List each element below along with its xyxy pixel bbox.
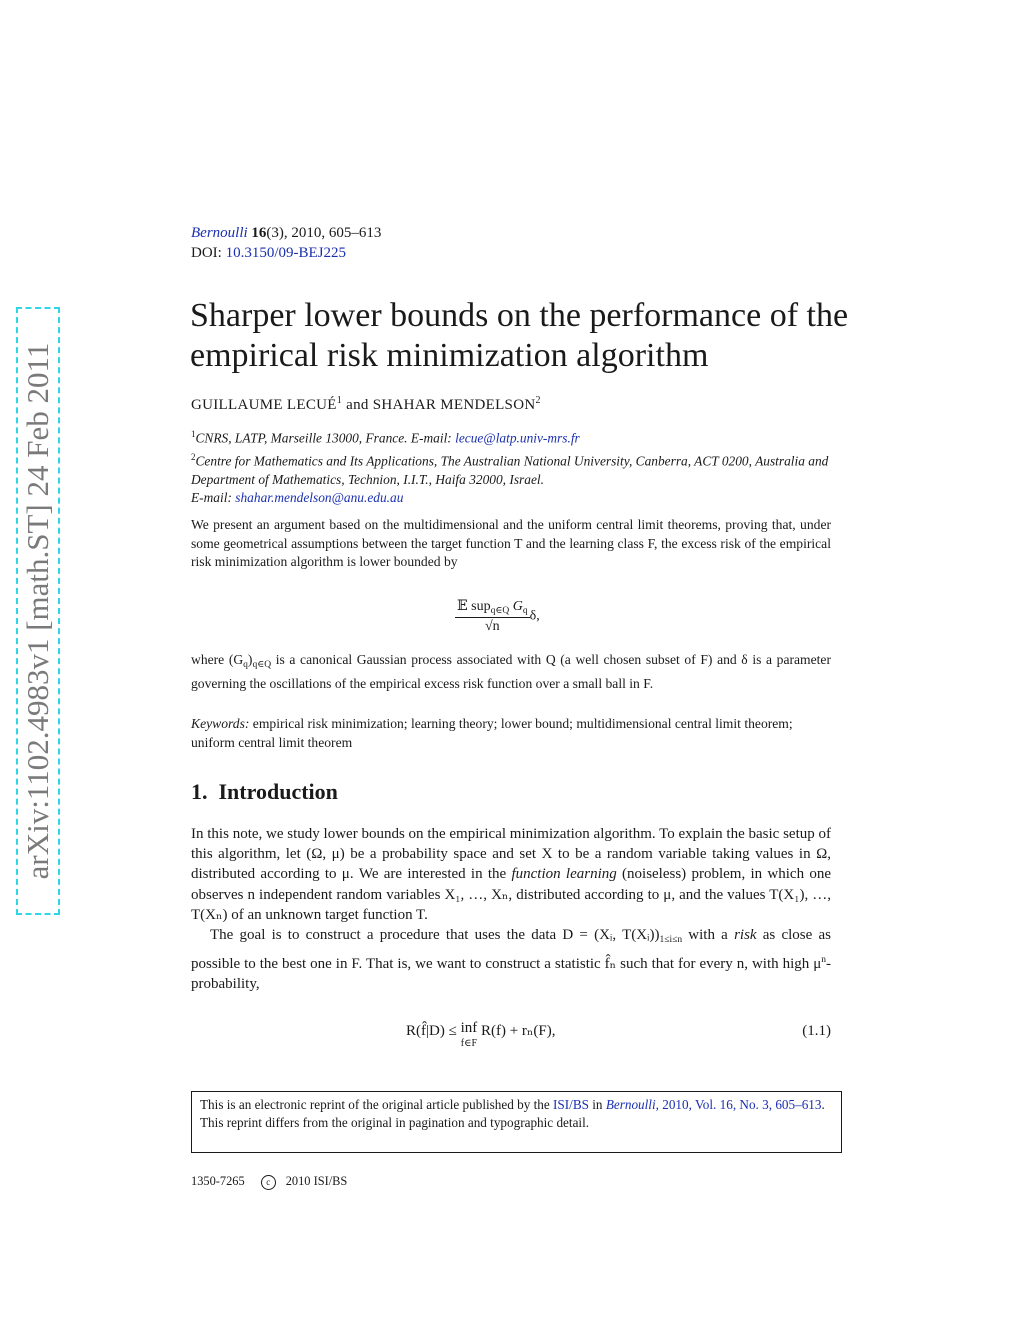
author-1-mark: 1 [336,395,343,406]
affiliation-1 [191,425,831,448]
formula-tail: δ, [529,608,540,624]
abstract-paragraph-1: We present an argument based on the multidimensional and the uniform central limit theorems, proving that, under some geometrical assumptions between the target function T and the learning class F, the excess risk of the empirical risk minimization algorithm is lower bounded by [191,517,831,569]
journal-issue: (3), 2010, 605–613 [266,225,382,241]
author-1: GUILLAUME LECUÉ [191,397,337,413]
keywords-label: Keywords: [191,716,250,731]
affiliation-2-mark: 2 [191,451,196,462]
keywords [191,715,831,752]
affiliation-2-email-label: E-mail: [191,490,236,506]
author-2: SHAHAR MENDELSON [372,397,536,413]
copyright-icon: c [261,1175,276,1190]
email-link-lecue[interactable]: lecue@latp.univ-mrs.fr [455,430,580,446]
arxiv-stamp [16,307,60,915]
paper-title: Sharper lower bounds on the performance of the empirical risk minimization algorithm [190,297,849,374]
abstract-formula [455,598,540,635]
intro-paragraph-1: In this note, we study lower bounds on the empirical minimization algorithm. To explain the basic setup of this algorithm, let (Ω, μ) be a probability space and set X to be a random variable taking values in Ω, distributed according to μ. We are interested in the function learning (noiseless) problem, in which one observes n independent random variables X₁, …, Xₙ, distributed according to μ, and the values T(X₁), …, T(Xₙ) of an unknown target function T. [191,826,832,923]
section-number: 1. [191,779,208,804]
section-heading-introduction [191,779,338,805]
doi-line [191,243,381,263]
abstract-continued: where $(G_q)_{q\in Q}$ is a canonical Gaussian process associated with Q (a well chosen subset of F) and δ is a parameter governing the oscillations of the empirical excess risk function over a small ball in F. [191,652,831,691]
keywords-text: empirical risk minimization; learning theory; lower bound; multidimensional central limit theorem; uniform central limit theorem [191,716,793,750]
affiliation-2-text: Centre for Mathematics and Its Applications, The Australian National University, Canberra, ACT 0200, Australia and Department of Mathematics, Technion, I.I.T., Haifa 32000, Israel. [191,453,829,487]
journal-name-link[interactable]: Bernoulli [191,225,248,241]
copyright-holder: 2010 ISI/BS [285,1174,348,1188]
isi-bs-link[interactable]: ISI/BS [553,1097,589,1112]
email-link-mendelson[interactable]: shahar.mendelson@anu.edu.au [235,490,404,506]
abstract [191,516,831,572]
introduction-body [191,824,831,995]
bernoulli-link[interactable]: Bernoulli, [605,1097,659,1112]
journal-volume: 16 [251,225,267,241]
formula-fraction [455,598,530,635]
author-2-mark: 2 [535,395,541,406]
affiliations [191,425,831,508]
intro-paragraph-2: The goal is to construct a procedure that uses the data D = (Xᵢ, $T(Xᵢ))_{1\le i\le n}$ with a risk as close as possible to the best one in F. That is, we want to construct a statistic f̂ₙ such that for every n, with high $\mu^n$-probability, [191,927,832,993]
author-conjunction: and [346,397,369,413]
affiliation-1-mark: 1 [191,429,196,439]
equation-number: (1.1) [802,1023,831,1039]
doi-label: DOI: [191,245,222,261]
reprint-notice: This is an electronic reprint of the original article published by the ISI/BS in Bernoulli, 2010, Vol. 16, No. 3, 605–613. This reprint differs from the original in pagination and typographic detail. [191,1091,842,1153]
issn: 1350-7265 [191,1174,245,1188]
section-title: Introduction [218,779,338,804]
journal-info [191,223,381,263]
formula-numerator: 𝔼 sup$_{q\in Q}$ $G_q$ [457,599,528,616]
formula-denominator: √n [484,619,500,634]
footer [191,1174,347,1190]
affiliation-2 [191,448,831,508]
affiliation-1-text: CNRS, LATP, Marseille 13000, France. E-mail: [195,430,456,446]
arxiv-identifier: arXiv:1102.4983v1 [math.ST] 24 Feb 2011 [20,342,55,880]
author-line [191,395,541,414]
doi-link[interactable]: 10.3150/09-BEJ225 [225,245,346,261]
equation-1-1 [191,1021,831,1055]
journal-citation [191,223,381,243]
volume-link[interactable]: 2010, Vol. 16, No. 3, 605–613 [662,1097,822,1112]
equation-body: R(f̂|D) ≤ inf f∈F R(f) + rₙ(F), [406,1020,556,1049]
